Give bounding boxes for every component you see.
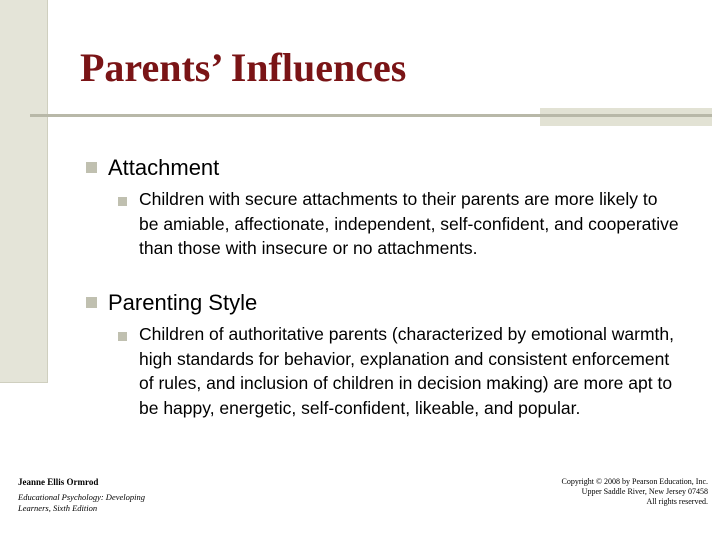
bullet-marker-icon: [86, 297, 97, 308]
footer-book-line-1: Educational Psychology: Developing: [18, 492, 145, 502]
title-rule: [30, 114, 712, 117]
sub-bullet-marker-icon: [118, 332, 127, 341]
slide-title: Parents’ Influences: [80, 45, 407, 90]
copyright-line-1: Copyright © 2008 by Pearson Education, Inc.: [561, 477, 708, 486]
footer-book-line-2: Learners, Sixth Edition: [18, 503, 98, 513]
footer-author: Jeanne Ellis Ormrod: [18, 477, 99, 487]
bullet-marker-icon: [86, 162, 97, 173]
left-decorative-bar: [0, 0, 48, 383]
footer-citation: [18, 477, 145, 514]
title-rule-accent: [540, 108, 712, 126]
sub-bullet-marker-icon: [118, 197, 127, 206]
bullet-text-attachment: Children with secure attachments to their parents are more likely to be amiable, affectionate, independent, self-confident, and cooperative than those with insecure or no attachments.: [139, 189, 679, 258]
bullet-text-parenting-style: Children of authoritative parents (characterized by emotional warmth, high standards for behavior, explanation and consistent enforcement of rules, and inclusion of children in decision making) are more apt to be happy, energetic, self-confident, likeable, and popular.: [139, 324, 674, 418]
copyright-line-2: Upper Saddle River, New Jersey 07458: [581, 487, 708, 496]
copyright-line-3: All rights reserved.: [646, 497, 708, 506]
bullet-heading-attachment: Attachment: [108, 155, 220, 180]
footer-copyright: [562, 477, 709, 507]
bullet-heading-parenting-style: Parenting Style: [108, 290, 258, 315]
